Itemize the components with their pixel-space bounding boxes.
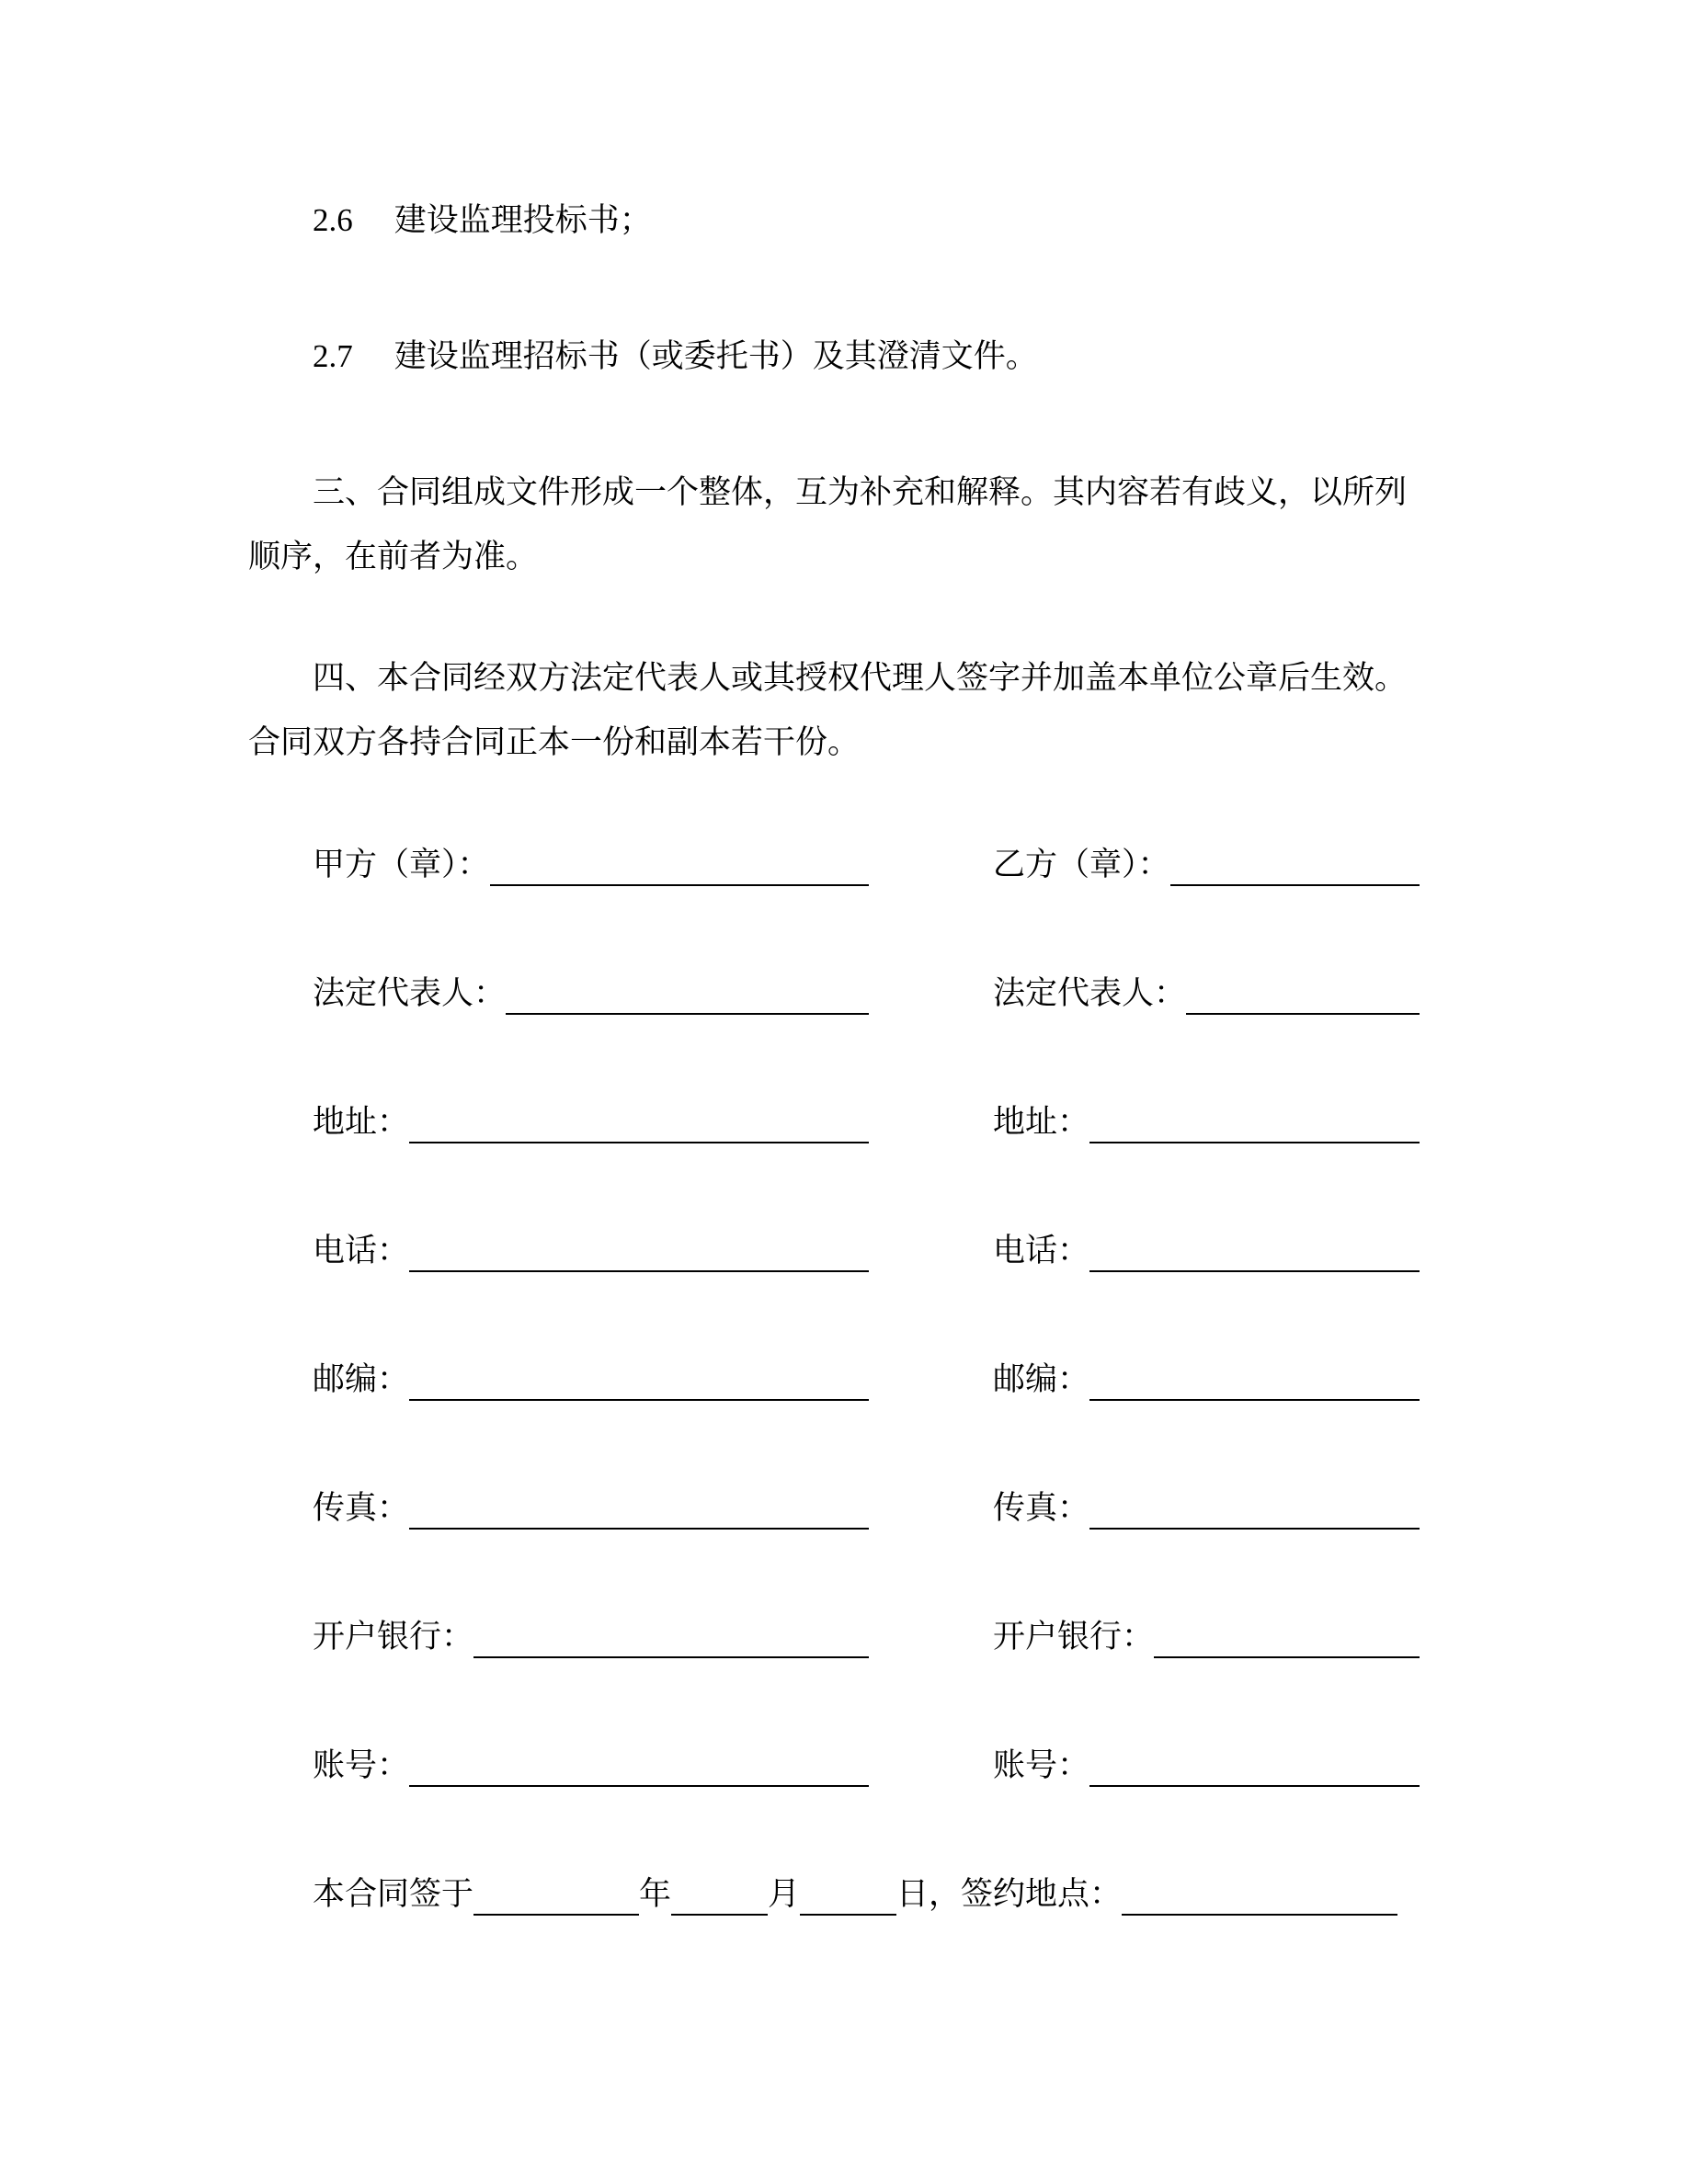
party-a-account-field (313, 1745, 869, 1787)
blank-line (409, 1745, 869, 1787)
form-row-address (248, 1101, 1440, 1143)
party-a-address-field (313, 1101, 869, 1143)
party-a-seal-field (313, 844, 869, 886)
party-a-bank-field (313, 1616, 869, 1658)
clause-text: 建设监理投标书； (393, 202, 652, 238)
blank-line (1089, 1101, 1420, 1143)
party-a-fax-field (313, 1487, 869, 1530)
party-b-postcode-field (993, 1359, 1420, 1401)
blank-line (490, 844, 869, 886)
field-label: 开户银行： (993, 1619, 1155, 1655)
paragraph-line: 合同双方各持合同正本一份和副本若干份。 (248, 724, 861, 760)
month-blank-line (800, 1873, 896, 1916)
form-row-bank (248, 1616, 1440, 1658)
clause-number: 2.6 (313, 202, 353, 238)
field-label: 法定代表人： (313, 975, 507, 1011)
paragraph-line: 顺序，在前者为准。 (248, 539, 539, 574)
day-place-label: 日，签约地点： (896, 1876, 1123, 1912)
form-row-party-seal (248, 844, 1440, 886)
party-b-seal-field (993, 844, 1420, 886)
month-label: 月 (768, 1876, 801, 1912)
signature-date-line (313, 1873, 1440, 1916)
party-b-account-field (993, 1745, 1420, 1787)
field-label: 传真： (313, 1490, 410, 1526)
blank-line (473, 1616, 869, 1658)
blank-line (1186, 973, 1420, 1015)
field-label: 传真： (993, 1490, 1090, 1526)
form-row-phone (248, 1230, 1440, 1272)
field-label: 电话： (313, 1233, 410, 1268)
blank-line (1170, 844, 1420, 886)
signature-prefix: 本合同签于 (313, 1876, 474, 1912)
blank-line (409, 1359, 869, 1401)
date-blank-line (473, 1873, 639, 1916)
blank-line (506, 973, 869, 1015)
field-label: 电话： (993, 1233, 1090, 1268)
party-b-legal-rep-field (993, 973, 1420, 1015)
paragraph-four (248, 646, 1440, 775)
party-b-address-field (993, 1101, 1420, 1143)
field-label: 地址： (313, 1104, 410, 1140)
party-a-phone-field (313, 1230, 869, 1272)
blank-line (1089, 1230, 1420, 1272)
form-row-postcode (248, 1359, 1440, 1401)
field-label: 邮编： (313, 1361, 410, 1397)
party-b-bank-field (993, 1616, 1420, 1658)
field-label: 邮编： (993, 1361, 1090, 1397)
paragraph-line: 三、合同组成文件形成一个整体，互为补充和解释。其内容若有歧义，以所列 (313, 474, 1408, 510)
blank-line (409, 1230, 869, 1272)
paragraph-three (248, 461, 1440, 589)
clause-text: 建设监理招标书（或委托书）及其澄清文件。 (393, 338, 1038, 374)
field-label: 法定代表人： (993, 975, 1187, 1011)
field-label: 账号： (993, 1747, 1090, 1783)
year-label: 年 (639, 1876, 672, 1912)
party-a-postcode-field (313, 1359, 869, 1401)
form-row-fax (248, 1487, 1440, 1530)
field-label: 账号： (313, 1747, 410, 1783)
party-info-form (248, 844, 1440, 1787)
place-blank-line (1122, 1873, 1397, 1916)
field-label: 开户银行： (313, 1619, 474, 1655)
paragraph-line: 四、本合同经双方法定代表人或其授权代理人签字并加盖本单位公章后生效。 (313, 660, 1408, 696)
blank-line (1089, 1359, 1420, 1401)
blank-line (409, 1487, 869, 1530)
blank-line (1089, 1745, 1420, 1787)
form-row-account (248, 1745, 1440, 1787)
clause-2-6 (248, 188, 1440, 253)
field-label: 乙方（章）： (993, 847, 1170, 882)
field-label: 地址： (993, 1104, 1090, 1140)
party-b-fax-field (993, 1487, 1420, 1530)
blank-line (409, 1101, 869, 1143)
blank-line (1089, 1487, 1420, 1530)
party-b-phone-field (993, 1230, 1420, 1272)
field-label: 甲方（章）： (313, 847, 490, 882)
year-blank-line (671, 1873, 768, 1916)
party-a-legal-rep-field (313, 973, 869, 1015)
clause-2-7 (248, 324, 1440, 389)
clause-number: 2.7 (313, 338, 353, 374)
blank-line (1154, 1616, 1420, 1658)
form-row-legal-representative (248, 973, 1440, 1015)
